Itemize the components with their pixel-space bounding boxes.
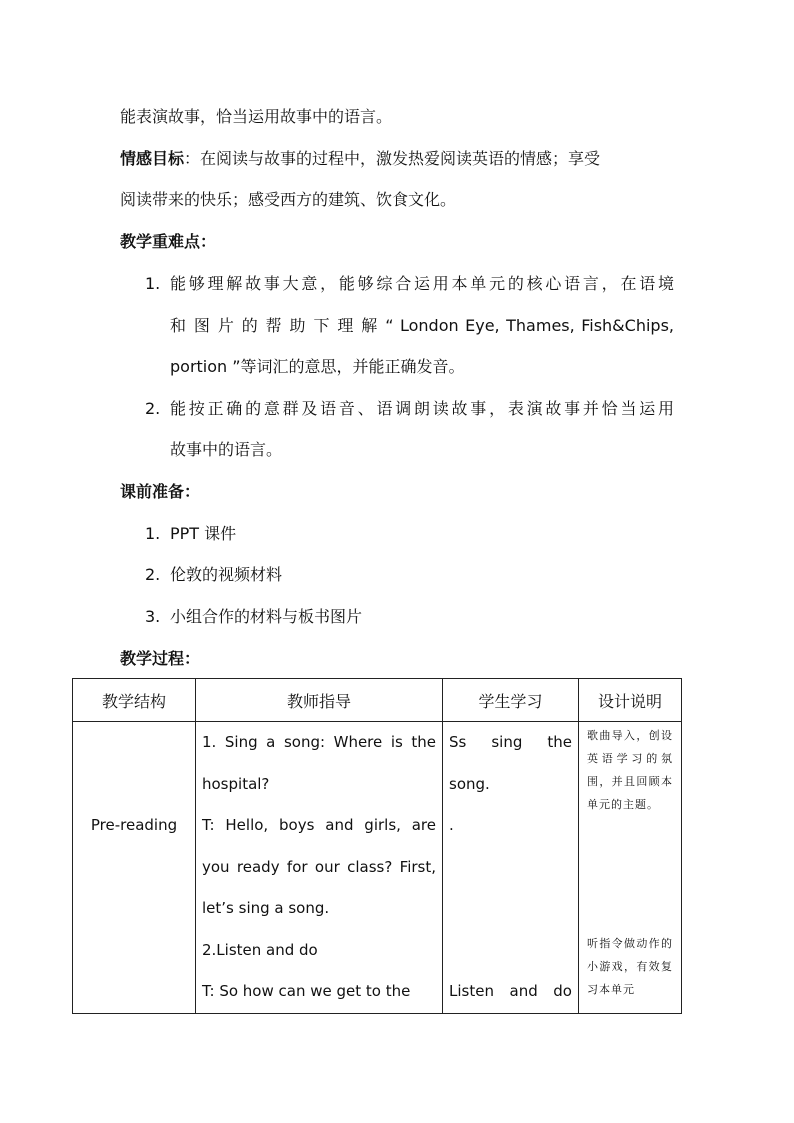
stage-label: Pre-reading bbox=[90, 816, 178, 834]
key-point-2-line-2: 故事中的语言。 bbox=[170, 440, 283, 459]
table-row bbox=[73, 722, 682, 1014]
student-line-6 bbox=[443, 930, 578, 972]
design-cell bbox=[579, 722, 682, 1014]
teacher-line-5: let’s sing a song. bbox=[202, 899, 330, 917]
emotion-goal-text: ：在阅读与故事的过程中，激发热爱阅读英语的情感；享受 bbox=[184, 149, 601, 168]
design-note-1: 歌曲导入，创设英语学习的氛围，并且回顾本单元的主题。 bbox=[587, 729, 673, 811]
key-point-1-line-1: 能够理解故事大意，能够综合运用本单元的核心语言，在语境 bbox=[170, 274, 674, 293]
student-line-4 bbox=[443, 847, 578, 889]
key-point-1-number: 1. bbox=[145, 274, 161, 293]
teacher-line-3: T: Hello, boys and girls, are bbox=[202, 816, 436, 834]
header-teacher-guidance: 教师指导 bbox=[196, 679, 443, 722]
prep-item-2-number: 2. bbox=[145, 565, 161, 584]
prep-item-3-text: 小组合作的材料与板书图片 bbox=[170, 607, 363, 626]
teacher-line-6: 2.Listen and do bbox=[202, 940, 318, 959]
design-note-group bbox=[579, 722, 681, 1001]
key-point-1-line-2: 和 图 片 的 帮 助 下 理 解 “ London Eye, Thames, Fish&Chips, bbox=[170, 316, 674, 335]
header-student-learning: 学生学习 bbox=[443, 679, 579, 722]
prep-item-2-text: 伦敦的视频材料 bbox=[170, 565, 283, 584]
teacher-line-7: T: So how can we get to the bbox=[202, 982, 411, 1000]
teaching-process-table bbox=[72, 678, 682, 1014]
emotion-goal-label: 情感目标 bbox=[120, 149, 185, 168]
student-line-1: Ss sing the bbox=[449, 733, 572, 751]
key-point-2-line-1: 能按正确的意群及语音、语调朗读故事，表演故事并恰当运用 bbox=[170, 399, 674, 418]
design-note-2: 听指令做动作的小游戏，有效复习本单元 bbox=[587, 937, 673, 996]
table-header-row bbox=[73, 679, 682, 722]
preparation-heading: 课前准备： bbox=[120, 482, 201, 501]
teacher-cell bbox=[196, 722, 443, 1014]
teacher-line-1: 1. Sing a song: Where is the bbox=[202, 733, 436, 751]
key-points-heading: 教学重难点： bbox=[120, 232, 217, 251]
teacher-line-4: you ready for our class? First, bbox=[202, 857, 436, 876]
emotion-goal-line-2: 阅读带来的快乐；感受西方的建筑、饮食文化。 bbox=[120, 190, 457, 209]
key-point-1-line-3: portion ”等词汇的意思，并能正确发音。 bbox=[170, 357, 465, 376]
teacher-line-2: hospital? bbox=[202, 774, 270, 793]
student-line-7: Listen and do bbox=[449, 982, 572, 1000]
emotion-goal-line-1 bbox=[120, 149, 674, 169]
key-point-2-number: 2. bbox=[145, 399, 161, 418]
student-line-2: song. bbox=[449, 774, 490, 793]
prep-item-1-number: 1. bbox=[145, 524, 161, 543]
process-heading: 教学过程： bbox=[120, 649, 201, 668]
prep-item-1-text: PPT 课件 bbox=[170, 524, 237, 543]
paragraph-intro-end: 能表演故事，恰当运用故事中的语言。 bbox=[120, 107, 393, 126]
student-cell bbox=[443, 722, 579, 1014]
header-design-notes: 设计说明 bbox=[579, 679, 682, 722]
stage-cell bbox=[73, 722, 196, 1014]
student-line-3: . bbox=[449, 816, 454, 834]
header-structure: 教学结构 bbox=[73, 679, 196, 722]
prep-item-3-number: 3. bbox=[145, 607, 161, 626]
student-line-5 bbox=[443, 888, 578, 930]
